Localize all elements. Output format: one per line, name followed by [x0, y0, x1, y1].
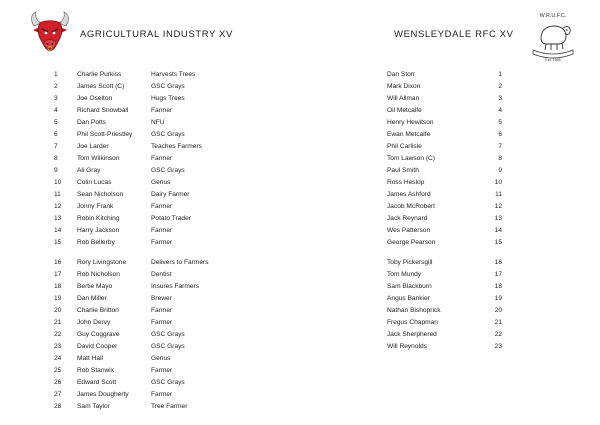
away-player-row: [387, 105, 502, 117]
away-player-row: [387, 317, 502, 329]
player-occupation: Genus: [151, 179, 171, 186]
player-number: 1: [54, 71, 58, 78]
player-name: James Ashford: [387, 191, 431, 198]
player-name: Tom Lawson (C): [387, 155, 436, 162]
player-name: Edward Scott: [77, 379, 117, 386]
player-name: David Cooper: [77, 343, 118, 350]
away-team-title: WENSLEYDALE RFC XV: [394, 29, 514, 40]
player-name: Rob Bellerby: [77, 239, 115, 246]
away-player-row: [387, 117, 502, 129]
player-occupation: Farmer: [151, 107, 173, 114]
away-player-row: [387, 165, 502, 177]
player-number: 7: [54, 143, 58, 150]
player-occupation: Farmer: [151, 319, 173, 326]
player-number: 16: [494, 259, 502, 266]
away-player-row: [387, 329, 502, 341]
player-name: Dan Potts: [77, 119, 106, 126]
player-name: Nathan Bishoprick: [387, 307, 441, 314]
away-player-row: [387, 269, 502, 281]
player-occupation: Dairy Farmer: [151, 191, 190, 198]
player-occupation: GSC Grays: [151, 83, 185, 90]
player-name: Jack Reynard: [387, 215, 428, 222]
player-occupation: GSC Grays: [151, 331, 185, 338]
player-number: 3: [54, 95, 58, 102]
player-name: Joe Oselton: [77, 95, 113, 102]
player-number: 2: [498, 83, 502, 90]
player-number: 12: [494, 203, 502, 210]
player-number: 14: [54, 227, 62, 234]
player-occupation: Insures Farmers: [151, 283, 199, 290]
away-player-row: [387, 69, 502, 81]
away-player-row: [387, 141, 502, 153]
away-player-row: [387, 177, 502, 189]
player-number: 17: [54, 271, 62, 278]
player-name: Colin Lucas: [77, 179, 112, 186]
player-name: Phil Carlisle: [387, 143, 422, 150]
away-player-row: [387, 257, 502, 269]
player-number: 23: [494, 343, 502, 350]
away-player-row: [387, 153, 502, 165]
player-number: 19: [54, 295, 62, 302]
player-name: Tom Mundy: [387, 271, 422, 278]
player-name: Matt Hall: [77, 355, 104, 362]
player-number: 15: [54, 239, 62, 246]
bull-head-logo: [28, 10, 72, 54]
player-name: Paul Smith: [387, 167, 419, 174]
player-occupation: Brewer: [151, 295, 172, 302]
player-name: Robin Kitching: [77, 215, 120, 222]
player-number: 21: [54, 319, 62, 326]
player-name: Joe Larder: [77, 143, 109, 150]
player-number: 4: [54, 107, 58, 114]
player-number: 2: [54, 83, 58, 90]
player-number: 24: [54, 355, 62, 362]
away-player-row: [387, 189, 502, 201]
player-number: 12: [54, 203, 62, 210]
player-name: Sam Taylor: [77, 403, 110, 410]
player-name: John Dervy: [77, 319, 111, 326]
player-number: 6: [498, 131, 502, 138]
home-team-title: AGRICULTURAL INDUSTRY XV: [80, 29, 233, 40]
player-name: Mark Dixon: [387, 83, 421, 90]
player-number: 13: [494, 215, 502, 222]
player-name: Charlie Britton: [77, 307, 119, 314]
player-name: Guy Coggrave: [77, 331, 120, 338]
away-player-row: [387, 237, 502, 249]
player-name: James Dougherty: [77, 391, 129, 398]
player-number: 27: [54, 391, 62, 398]
player-occupation: Farmer: [151, 367, 173, 374]
player-number: 22: [494, 331, 502, 338]
player-occupation: Farmer: [151, 307, 173, 314]
player-number: 16: [54, 259, 62, 266]
player-name: Sean Nicholson: [77, 191, 124, 198]
player-number: 13: [54, 215, 62, 222]
player-number: 22: [54, 331, 62, 338]
player-occupation: Genus: [151, 355, 171, 362]
player-number: 20: [54, 307, 62, 314]
away-player-row: [387, 81, 502, 93]
player-occupation: Farmer: [151, 391, 173, 398]
away-player-row: [387, 93, 502, 105]
away-player-row: [387, 225, 502, 237]
player-name: Will Allman: [387, 95, 420, 102]
player-number: 10: [54, 179, 62, 186]
player-name: Sam Blackburn: [387, 283, 432, 290]
player-name: James Scott (C): [77, 83, 125, 90]
player-name: Dan Miller: [77, 295, 107, 302]
player-name: Richard Snowball: [77, 107, 129, 114]
player-number: 8: [498, 155, 502, 162]
player-number: 7: [498, 143, 502, 150]
player-occupation: GSC Grays: [151, 379, 185, 386]
player-name: Charlie Purkiss: [77, 71, 122, 78]
player-occupation: Harvests Trees: [151, 71, 196, 78]
player-name: Wes Patterson: [387, 227, 431, 234]
player-name: Henry Hewitson: [387, 119, 434, 126]
player-occupation: GSC Grays: [151, 343, 185, 350]
crest-text: W.R.U.F.C.: [539, 13, 567, 19]
player-name: Ali Gray: [77, 167, 101, 174]
player-number: 15: [494, 239, 502, 246]
player-name: Rob Stanwix: [77, 367, 115, 374]
crest-est: Est. 1968: [545, 58, 561, 62]
player-occupation: NFU: [151, 119, 165, 126]
away-player-row: [387, 201, 502, 213]
player-name: Oil Metcalfe: [387, 107, 422, 114]
player-occupation: Delivers to Farmers: [151, 259, 209, 266]
player-name: Harry Jackson: [77, 227, 120, 234]
player-occupation: Farmer: [151, 155, 173, 162]
player-name: Angus Bankier: [387, 295, 430, 302]
player-number: 14: [494, 227, 502, 234]
player-number: 19: [494, 295, 502, 302]
wrufc-crest-logo: [527, 8, 579, 62]
player-name: Dan Storr: [387, 71, 416, 78]
player-occupation: Potato Trader: [151, 215, 191, 222]
player-name: Will Reynolds: [387, 343, 427, 350]
player-number: 1: [498, 71, 502, 78]
player-number: 23: [54, 343, 62, 350]
away-player-row: [387, 281, 502, 293]
player-number: 17: [494, 271, 502, 278]
player-occupation: Teaches Farmers: [151, 143, 202, 150]
away-player-row: [387, 305, 502, 317]
player-occupation: Hugs Trees: [151, 95, 185, 102]
player-occupation: Farmer: [151, 227, 173, 234]
player-name: Rory Livingstone: [77, 259, 127, 266]
player-name: George Pearson: [387, 239, 436, 246]
player-number: 5: [54, 119, 58, 126]
player-number: 21: [494, 319, 502, 326]
player-number: 18: [54, 283, 62, 290]
player-number: 11: [54, 191, 61, 198]
player-number: 4: [498, 107, 502, 114]
player-occupation: Farmer: [151, 203, 173, 210]
player-name: Jonny Frank: [77, 203, 114, 210]
player-name: Ross Heslop: [387, 179, 425, 186]
away-player-row: [387, 129, 502, 141]
player-number: 6: [54, 131, 58, 138]
player-occupation: GSC Grays: [151, 167, 185, 174]
away-player-row: [387, 293, 502, 305]
player-number: 20: [494, 307, 502, 314]
away-player-row: [387, 341, 502, 353]
player-number: 11: [495, 191, 502, 198]
player-name: Jacob McRobert: [387, 203, 436, 210]
player-number: 3: [498, 95, 502, 102]
player-number: 10: [494, 179, 502, 186]
player-number: 8: [54, 155, 58, 162]
player-number: 28: [54, 403, 62, 410]
player-name: Rob Nicholson: [77, 271, 120, 278]
player-number: 9: [54, 167, 58, 174]
player-name: Bertie Mayo: [77, 283, 113, 290]
player-occupation: GSC Grays: [151, 131, 185, 138]
player-number: 18: [494, 283, 502, 290]
player-occupation: Tree Farmer: [151, 403, 188, 410]
player-number: 26: [54, 379, 62, 386]
player-name: Tom Wilkinson: [77, 155, 120, 162]
player-occupation: Farmer: [151, 239, 173, 246]
player-number: 5: [498, 119, 502, 126]
player-name: Jack Sherphered: [387, 331, 437, 338]
player-number: 25: [54, 367, 62, 374]
player-name: Toby Pickersgill: [387, 259, 433, 266]
away-player-row: [387, 213, 502, 225]
player-name: Phil Scott-Priestley: [77, 131, 133, 138]
player-occupation: Dentist: [151, 271, 172, 278]
player-name: Fregus Chapman: [387, 319, 438, 326]
player-number: 9: [498, 167, 502, 174]
player-name: Ewan Metcalfe: [387, 131, 431, 138]
